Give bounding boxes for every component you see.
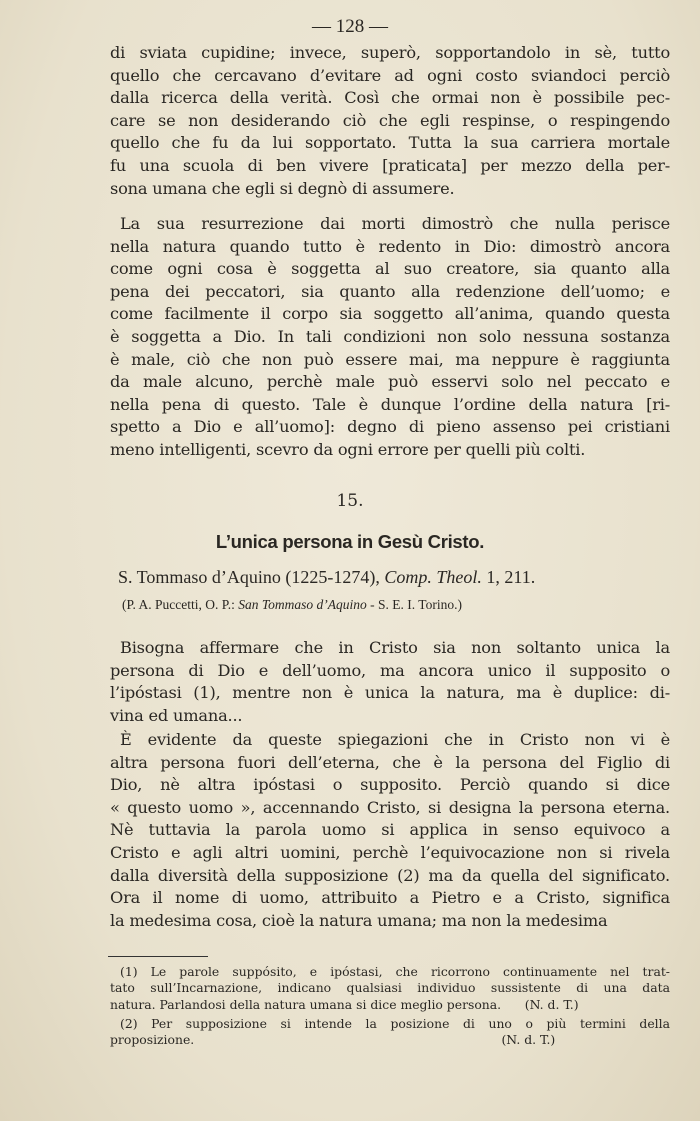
paragraph-1 [110,42,670,200]
text-line: È evidente da queste spiegazioni che in Cristo non vi è [120,730,670,749]
text-line: (2) Per supposizione si intende la posizione di uno o più termini della [120,1016,670,1031]
text-line: nella natura quando tutto è redento in Dio: dimostrò ancora [110,236,670,256]
text-line: spetto a Dio e all’uomo]: degno di pieno assenso pei cristiani [110,417,670,437]
text-line: è male, ciò che non può essere mai, ma neppure è raggiunta [110,349,670,369]
text-line: Cristo e agli altri uomini, perchè l’equivocazione non si rivela [110,842,670,862]
text-line: (1) Le parole suppósito, e ipóstasi, che ricorrono continuamente nel trat- [120,964,670,979]
text-line: sona umana che egli si degnò di assumere. [110,178,455,198]
text-line: vina ed umana... [110,705,243,725]
page-number: — 128 — [312,16,388,37]
text-line: Bisogna affermare che in Cristo sia non soltanto unica la [120,638,670,657]
footnote-2 [110,1016,670,1049]
text-line: l’ipóstasi (1), mentre non è unica la natura, ma è duplice: di- [110,683,670,703]
section-title: L’unica persona in Gesù Cristo. [215,531,485,552]
text-line: dalla ricerca della verità. Così che ormai non è possibile pec- [110,88,670,108]
text-line: la medesima cosa, cioè la natura umana; ma non la medesima [110,910,608,930]
text-line: di sviata cupidine; invece, superò, sopportandolo in sè, tutto [110,43,670,62]
reference-post: - S. E. I. Torino.) [366,597,462,612]
reference-title: San Tommaso d’Aquino [238,597,367,612]
text-line: La sua resurrezione dai morti dimostrò che nulla perisce [120,214,670,233]
text-line: è soggetta a Dio. In tali condizioni non solo nessuna sostanza [110,326,670,346]
source-location: 1, 211. [481,567,536,587]
source-citation [118,565,678,589]
section-number: 15. [336,491,364,511]
footnote-1 [110,964,670,1013]
paragraph-2 [110,213,670,462]
paragraph-4 [110,729,670,932]
text-line: meno intelligenti, scevro da ogni errore per quelli più colti. [110,439,586,459]
reference-note [122,596,682,614]
source-author: S. Tommaso d’Aquino (1225-1274), [118,567,385,587]
text-line: proposizione. (N. d. T.) [110,1032,556,1048]
text-line: fu una scuola di ben vivere [praticata] per mezzo della per- [110,155,670,175]
text-line: Ora il nome di uomo, attribuito a Pietro e a Cristo, significa [110,888,670,908]
text-line: tato sull’Incarnazione, indicano qualsiasi individuo sussistente di una data [110,980,670,996]
text-line: come facilmente il corpo sia soggetto all’anima, quando questa [110,304,670,324]
text-line: quello che fu da lui sopportato. Tutta la sua carriera mortale [110,133,670,153]
text-line: nella pena di questo. Tale è dunque l’ordine della natura [ri- [110,394,670,414]
footnote-divider [108,956,208,957]
text-line: care se non desiderando ciò che egli respinse, o respingendo [110,110,670,130]
text-line: quello che cercavano d’evitare ad ogni costo sviandoci perciò [110,65,670,85]
text-line: Nè tuttavia la parola uomo si applica in senso equivoco a [110,820,670,840]
text-line: come ogni cosa è soggetta al suo creatore, sia quanto alla [110,259,670,279]
text-line: persona di Dio e dell’uomo, ma ancora unico il supposito o [110,660,670,680]
text-line: natura. Parlandosi della natura umana si dice meglio persona. (N. d. T.) [110,996,579,1012]
text-line: dalla diversità della supposizione (2) ma da quella del significato. [110,865,670,885]
reference-pre: (P. A. Puccetti, O. P.: [122,597,239,612]
text-line: Dio, nè altra ipóstasi o supposito. Perciò quando si dice [110,775,670,795]
text-line: altra persona fuori dell’eterna, che è la persona del Figlio di [110,752,670,772]
text-line: pena dei peccatori, sia quanto alla redenzione dell’uomo; e [110,281,670,301]
paragraph-3 [110,637,670,727]
text-line: da male alcuno, perchè male può esservi solo nel peccato e [110,372,670,392]
source-work: Comp. Theol. [384,567,482,587]
text-line: « questo uomo », accennando Cristo, si designa la persona eterna. [110,797,670,817]
